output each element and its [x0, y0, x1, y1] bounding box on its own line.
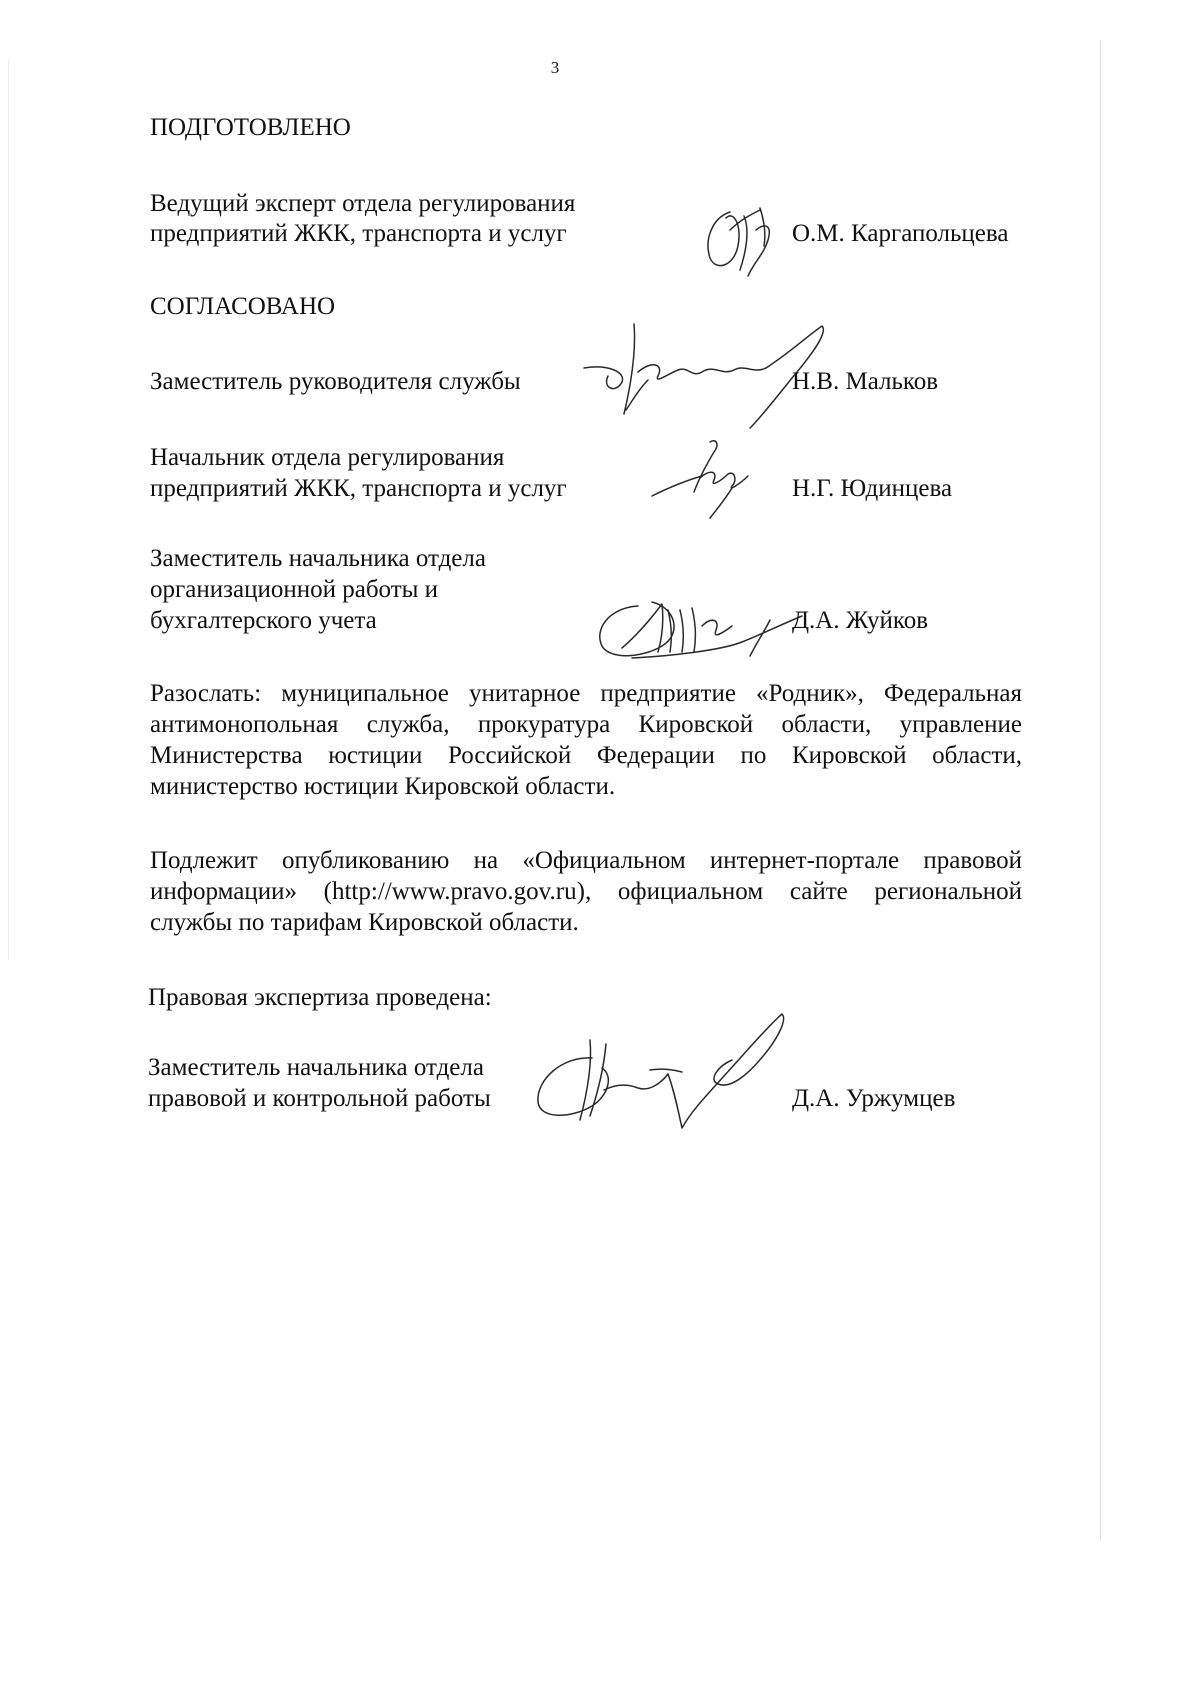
distribution-line-1: Разослать: муниципальное унитарное предприятие «Родник», Федеральная [150, 680, 1022, 707]
signatory-3-position-line-3: бухгалтерского учета [150, 607, 377, 634]
signatory-3-position-line-2: организационной работы и [150, 576, 439, 603]
signature-yudintseva [648, 436, 758, 526]
scan-edge-left [8, 60, 9, 960]
prepared-name: О.М. Каргапольцева [792, 220, 1009, 247]
signatory-2-name: Н.Г. Юдинцева [792, 475, 953, 502]
agreed-heading: СОГЛАСОВАНО [150, 293, 336, 320]
publication-line-2: информации» (http://www.pravo.gov.ru), официальном сайте региональной [150, 878, 1022, 905]
distribution-line-3: Министерства юстиции Российской Федерации по Кировской области, [150, 742, 1022, 769]
signatory-2-position-line-1: Начальник отдела регулирования [150, 444, 505, 471]
prepared-position-line-1: Ведущий эксперт отдела регулирования [150, 190, 576, 217]
legal-review-name: Д.А. Уржумцев [792, 1085, 956, 1112]
legal-review-heading: Правовая экспертиза проведена: [148, 984, 492, 1011]
signature-kargapoltseva [700, 200, 790, 280]
distribution-line-2: антимонопольная служба, прокуратура Кировской области, управление [150, 711, 1022, 738]
legal-review-position-line-1: Заместитель начальника отдела [148, 1054, 484, 1081]
signatory-3-name: Д.А. Жуйков [792, 607, 929, 634]
distribution-line-4: министерство юстиции Кировской области. [150, 773, 616, 800]
prepared-heading: ПОДГОТОВЛЕНО [150, 114, 351, 141]
prepared-position-line-2: предприятий ЖКК, транспорта и услуг [150, 220, 567, 247]
signatory-1-position-line-1: Заместитель руководителя службы [150, 368, 521, 395]
page-number: 3 [550, 58, 560, 77]
signature-urzhumtsev [532, 1010, 792, 1140]
signatory-2-position-line-2: предприятий ЖКК, транспорта и услуг [150, 475, 567, 502]
legal-review-position-line-2: правовой и контрольной работы [148, 1085, 491, 1112]
signatory-1-name: Н.В. Мальков [792, 368, 939, 395]
signature-malkov [578, 318, 828, 428]
publication-line-3: службы по тарифам Кировской области. [150, 909, 579, 936]
scan-edge-right [1100, 40, 1101, 1540]
publication-line-1: Подлежит опубликованию на «Официальном интернет-портале правовой [150, 847, 1022, 874]
signatory-3-position-line-1: Заместитель начальника отдела [150, 545, 486, 572]
signature-zhuikov [592, 586, 812, 666]
